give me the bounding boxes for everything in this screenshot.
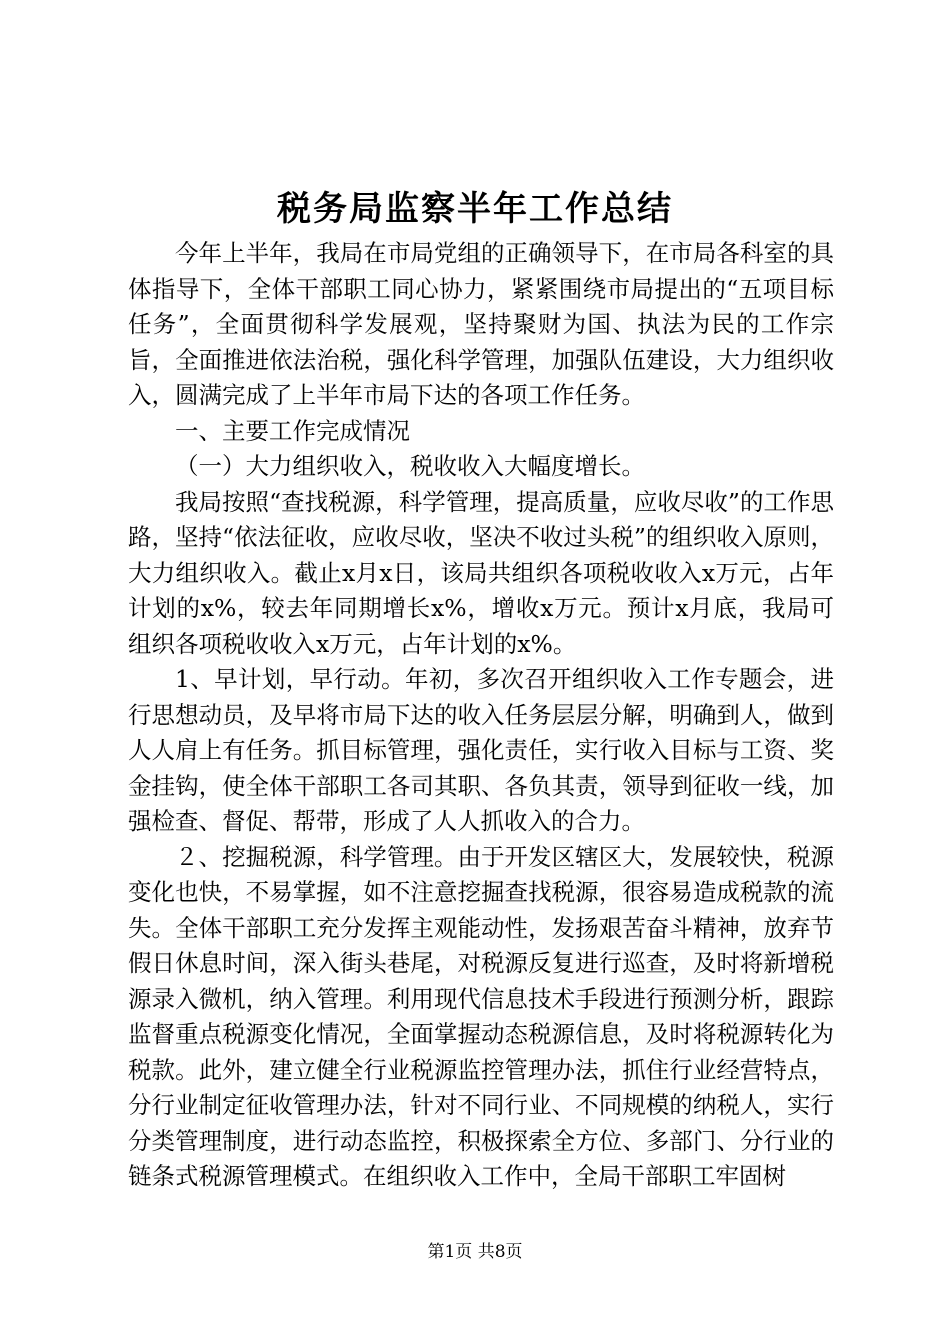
page-number-footer: 第1页 共8页 xyxy=(427,1242,523,1262)
early-planning-paragraph: 1、早计划，早行动。年初，多次召开组织收入工作专题会，进行思想动员，及早将市局下达的收入任务层层分解，明确到人，做到人人肩上有任务。抓目标管理，强化责任，实行收入目标与工资、奖金挂钩，使全体干部职工各司其职、各负其责，领导到征收一线，加强检查、督促、帮带，形成了人人抓收入的合力。 xyxy=(128,665,834,835)
revenue-paragraph: 我局按照“查找税源，科学管理，提高质量，应收尽收”的工作思路，坚持“依法征收，应收尽收，坚决不收过头税”的组织收入原则，大力组织收入。截止x月x日，该局共组织各项税收收入x万元，占年计划的x%，较去年同期增长x%，增收x万元。预计x月底，我局可组织各项税收收入x万元，占年计划的x%。 xyxy=(128,487,834,658)
tax-source-paragraph: ２、挖掘税源，科学管理。由于开发区辖区大，发展较快，税源变化也快，不易掌握，如不注意挖掘查找税源，很容易造成税款的流失。全体干部职工充分发挥主观能动性，发扬艰苦奋斗精神，放弃节假日休息时间，深入街头巷尾，对税源反复进行巡查，及时将新增税源录入微机，纳入管理。利用现代信息技术手段进行预测分析，跟踪监督重点税源变化情况，全面掌握动态税源信息，及时将税源转化为税款。此外，建立健全行业税源监控管理办法，抓住行业经营特点，分行业制定征收管理办法，针对不同行业、不同规模的纳税人，实行分类管理制度，进行动态监控，积极探索全方位、多部门、分行业的链条式税源管理模式。在组织收入工作中，全局干部职工牢固树 xyxy=(128,842,834,1190)
subsection-heading-revenue: （一）大力组织收入，税收收入大幅度增长。 xyxy=(175,452,645,480)
document-body xyxy=(128,236,834,1195)
document-title: 税务局监察半年工作总结 xyxy=(277,189,673,229)
intro-paragraph: 今年上半年，我局在市局党组的正确领导下，在市局各科室的具体指导下，全体干部职工同心协力，紧紧围绕市局提出的“五项目标任务”，全面贯彻科学发展观，坚持聚财为国、执法为民的工作宗旨，全面推进依法治税，强化科学管理，加强队伍建设，大力组织收入，圆满完成了上半年市局下达的各项工作任务。 xyxy=(128,239,834,409)
section-heading-main-work: 一、主要工作完成情况 xyxy=(175,416,410,445)
